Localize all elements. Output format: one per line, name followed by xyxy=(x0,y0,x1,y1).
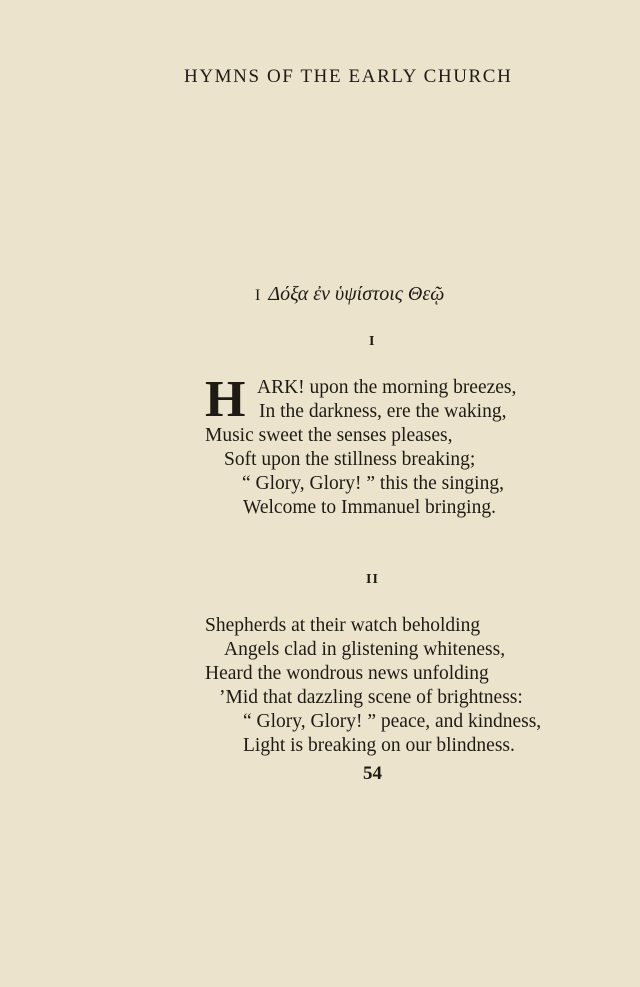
verse-line: Soft upon the stillness breaking; xyxy=(224,449,476,470)
stanza-numeral-2: II xyxy=(366,572,379,587)
verse-line: Music sweet the senses pleases, xyxy=(205,425,453,446)
verse-line: ’Mid that dazzling scene of brightness: xyxy=(219,687,523,708)
verse-line: “ Glory, Glory! ” this the singing, xyxy=(242,473,504,494)
verse-line: ARK! upon the morning breezes, xyxy=(257,377,517,398)
verse-line: Welcome to Immanuel bringing. xyxy=(243,497,496,518)
hymn-title-mark: I xyxy=(255,287,261,304)
verse-line: Heard the wondrous news unfolding xyxy=(205,663,489,684)
verse-line: “ Glory, Glory! ” peace, and kindness, xyxy=(243,711,542,732)
verse-line: Light is breaking on our blindness. xyxy=(243,735,515,756)
running-header: HYMNS OF THE EARLY CHURCH xyxy=(184,66,513,87)
verse-line: In the darkness, ere the waking, xyxy=(259,401,507,422)
hymn-title-greek: Δόξα ἐν ὑψίστοις Θεῷ xyxy=(268,283,445,305)
verse-line: Shepherds at their watch beholding xyxy=(205,615,481,636)
page-number: 54 xyxy=(363,763,382,784)
hymn-title xyxy=(255,283,444,306)
drop-cap: H xyxy=(205,371,246,428)
stanza-numeral-1: I xyxy=(369,334,376,349)
verse-line: Angels clad in glistening whiteness, xyxy=(224,639,506,660)
